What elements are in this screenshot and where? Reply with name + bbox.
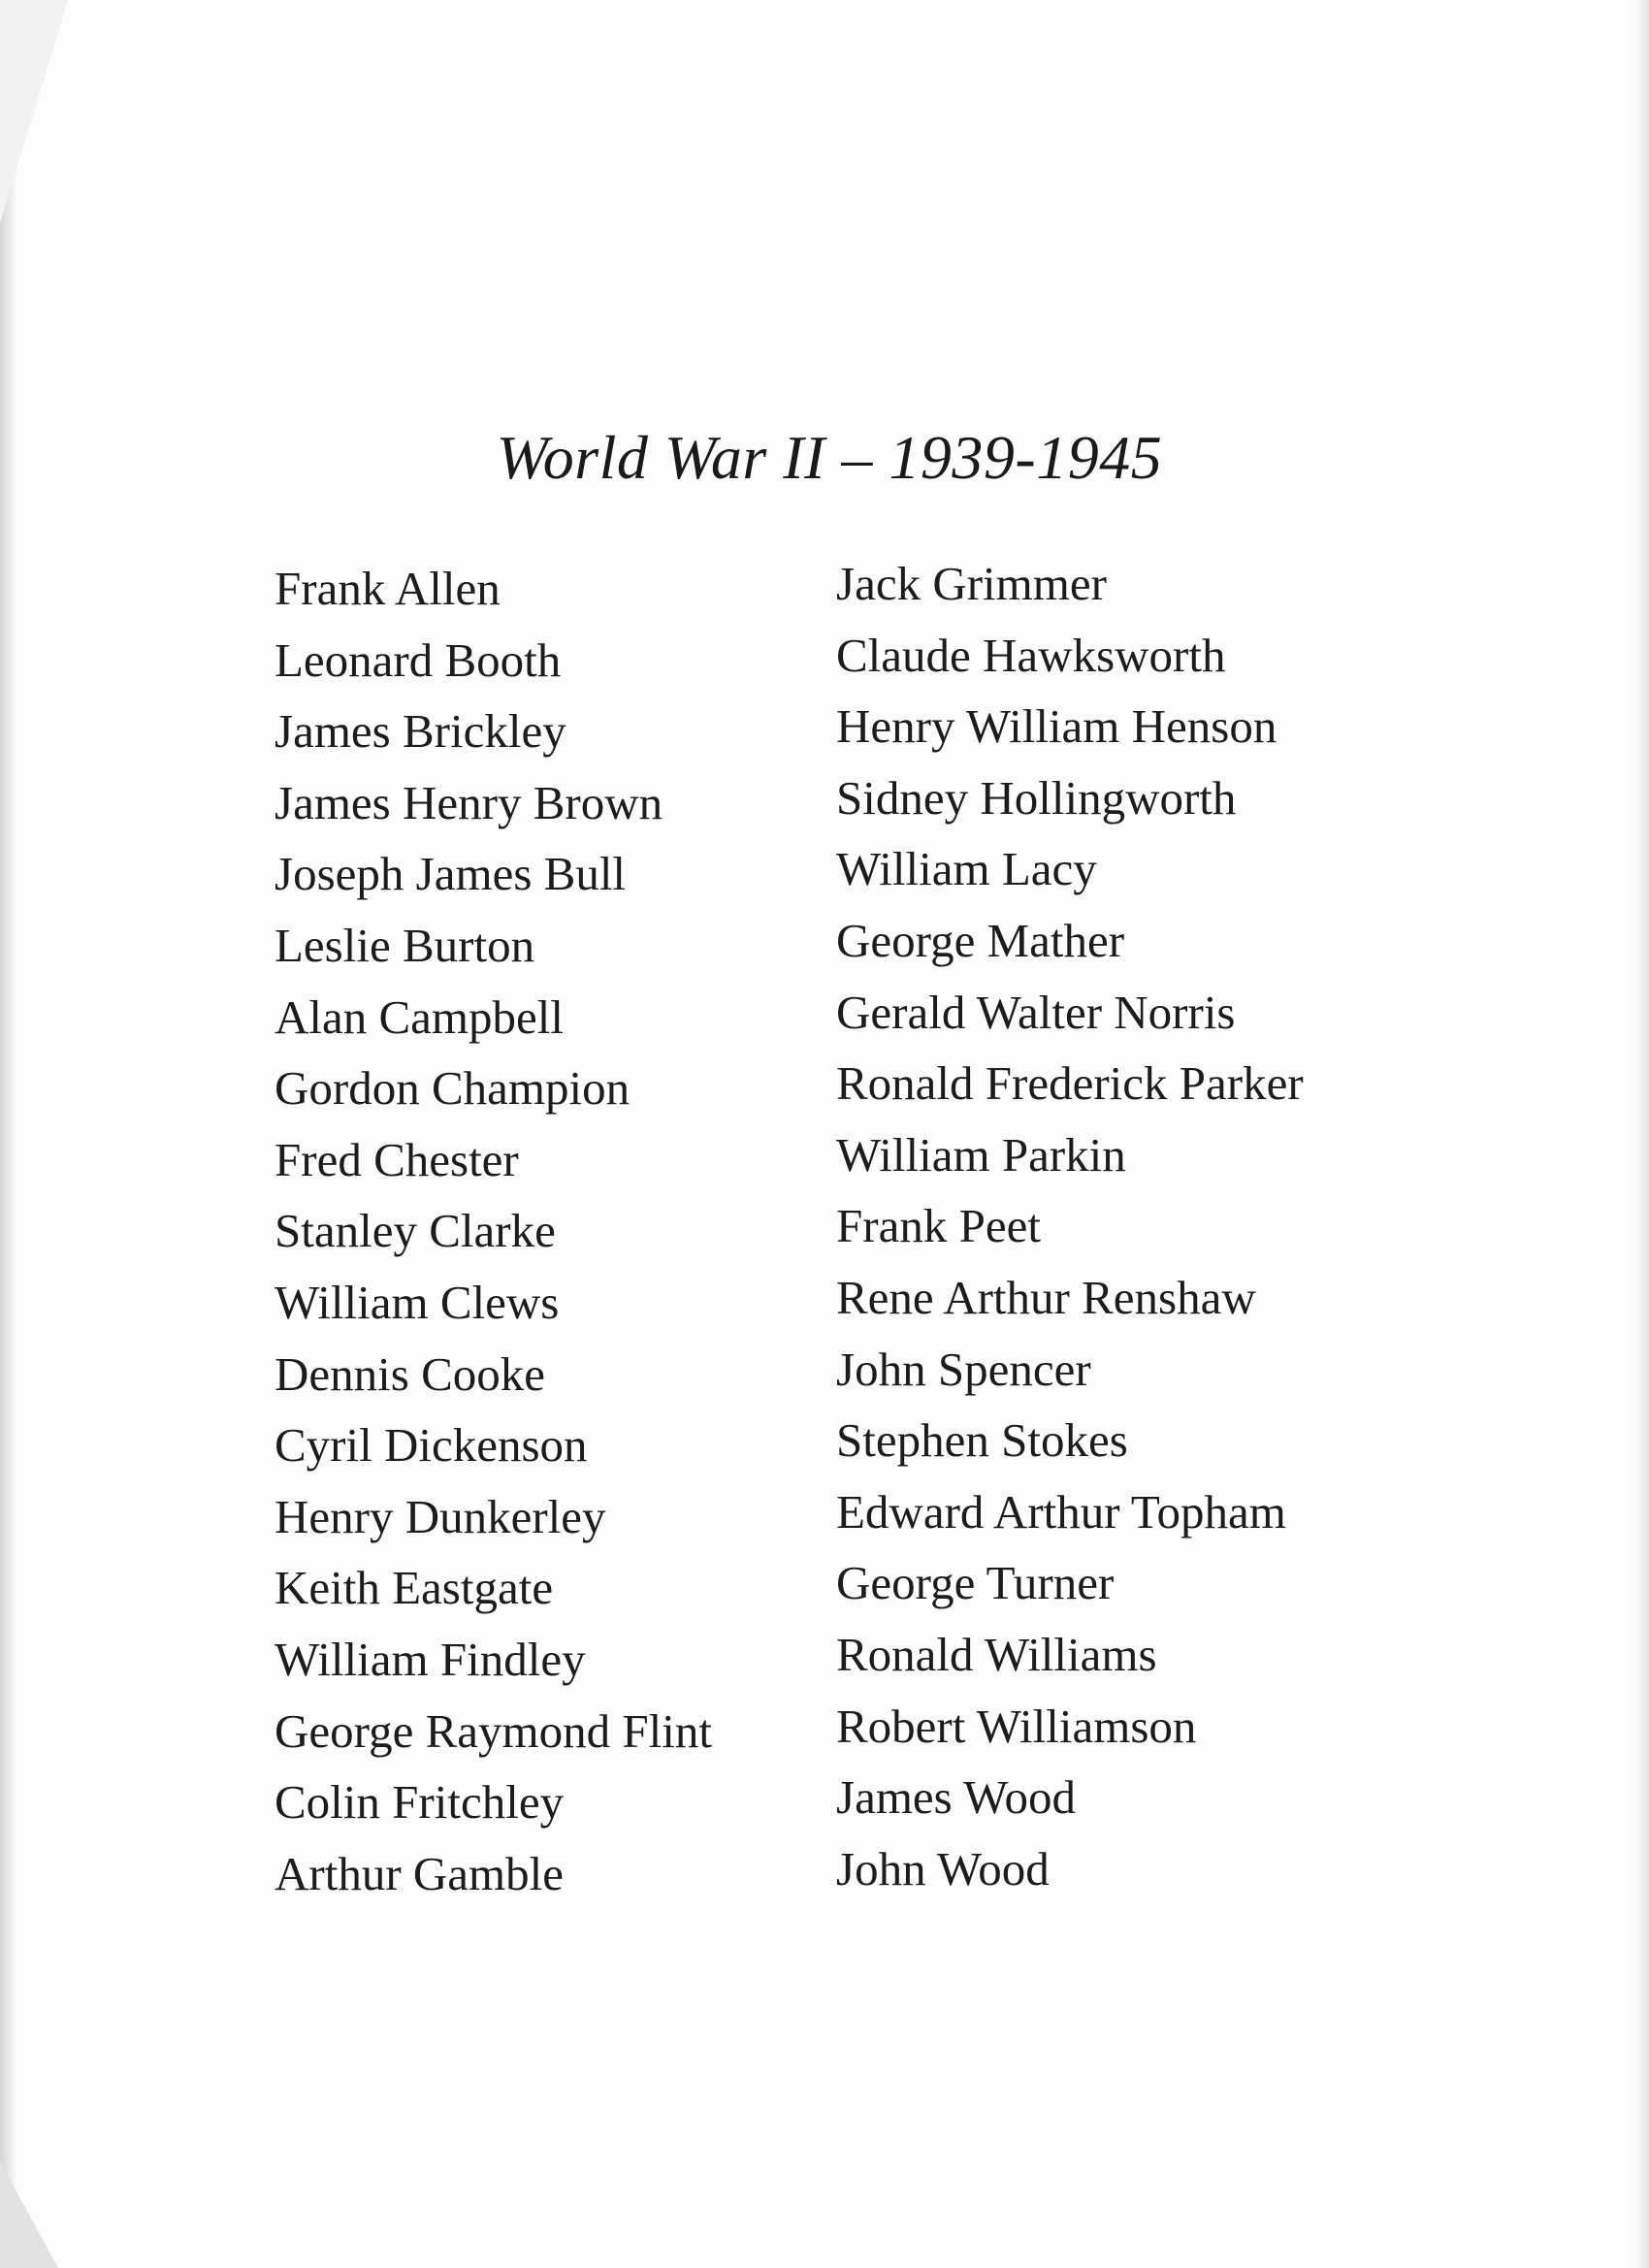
name-entry: Robert Williamson xyxy=(836,1699,1197,1753)
name-entry: Alan Campbell xyxy=(275,989,565,1044)
name-entry: John Spencer xyxy=(836,1342,1091,1396)
name-entry: Sidney Hollingworth xyxy=(836,770,1237,825)
name-entry: James Henry Brown xyxy=(275,775,663,829)
name-entry: Ronald Williams xyxy=(836,1627,1157,1681)
name-entry: Gordon Champion xyxy=(275,1061,630,1116)
name-entry: Gerald Walter Norris xyxy=(836,985,1236,1039)
name-entry: George Mather xyxy=(836,913,1125,967)
name-entry: Leonard Booth xyxy=(275,632,562,687)
name-entry: Ronald Frederick Parker xyxy=(836,1056,1304,1111)
name-entry: Edward Arthur Topham xyxy=(836,1484,1286,1539)
name-entry: Colin Fritchley xyxy=(275,1775,565,1830)
page-folded-corner-bottom xyxy=(0,2161,58,2268)
page-folded-corner-top xyxy=(0,0,68,223)
name-entry: Keith Eastgate xyxy=(275,1561,554,1615)
name-entry: Fred Chester xyxy=(275,1132,519,1186)
page-edge-shadow-right xyxy=(1635,0,1649,2268)
name-entry: William Lacy xyxy=(836,842,1097,896)
name-entry: Joseph James Bull xyxy=(275,847,627,901)
names-left-column xyxy=(275,553,818,1909)
name-entry: James Wood xyxy=(836,1770,1076,1825)
name-entry: Rene Arthur Renshaw xyxy=(836,1270,1256,1324)
name-entry: Leslie Burton xyxy=(275,918,535,972)
name-entry: William Clews xyxy=(275,1275,560,1329)
name-entry: Henry William Henson xyxy=(836,699,1277,754)
page-title: World War II – 1939-1945 xyxy=(496,423,1163,492)
name-entry: John Wood xyxy=(836,1841,1050,1895)
name-entry: Claude Hawksworth xyxy=(836,628,1226,682)
name-entry: Henry Dunkerley xyxy=(275,1489,606,1543)
name-entry: Stephen Stokes xyxy=(836,1413,1128,1468)
names-right-column xyxy=(836,548,1379,1904)
name-entry: Dennis Cooke xyxy=(275,1346,545,1401)
name-entry: Cyril Dickenson xyxy=(275,1418,588,1473)
name-entry: Arthur Gamble xyxy=(275,1846,564,1900)
name-entry: George Turner xyxy=(836,1556,1115,1610)
name-entry: Frank Peet xyxy=(836,1199,1041,1253)
name-entry: James Brickley xyxy=(275,704,566,759)
page-edge-shadow-left xyxy=(0,0,17,2268)
name-entry: William Parkin xyxy=(836,1127,1126,1182)
name-entry: George Raymond Flint xyxy=(275,1703,712,1758)
name-entry: William Findley xyxy=(275,1632,586,1686)
name-entry: Frank Allen xyxy=(275,562,501,615)
name-entry: Jack Grimmer xyxy=(836,557,1107,610)
name-entry: Stanley Clarke xyxy=(275,1204,556,1258)
